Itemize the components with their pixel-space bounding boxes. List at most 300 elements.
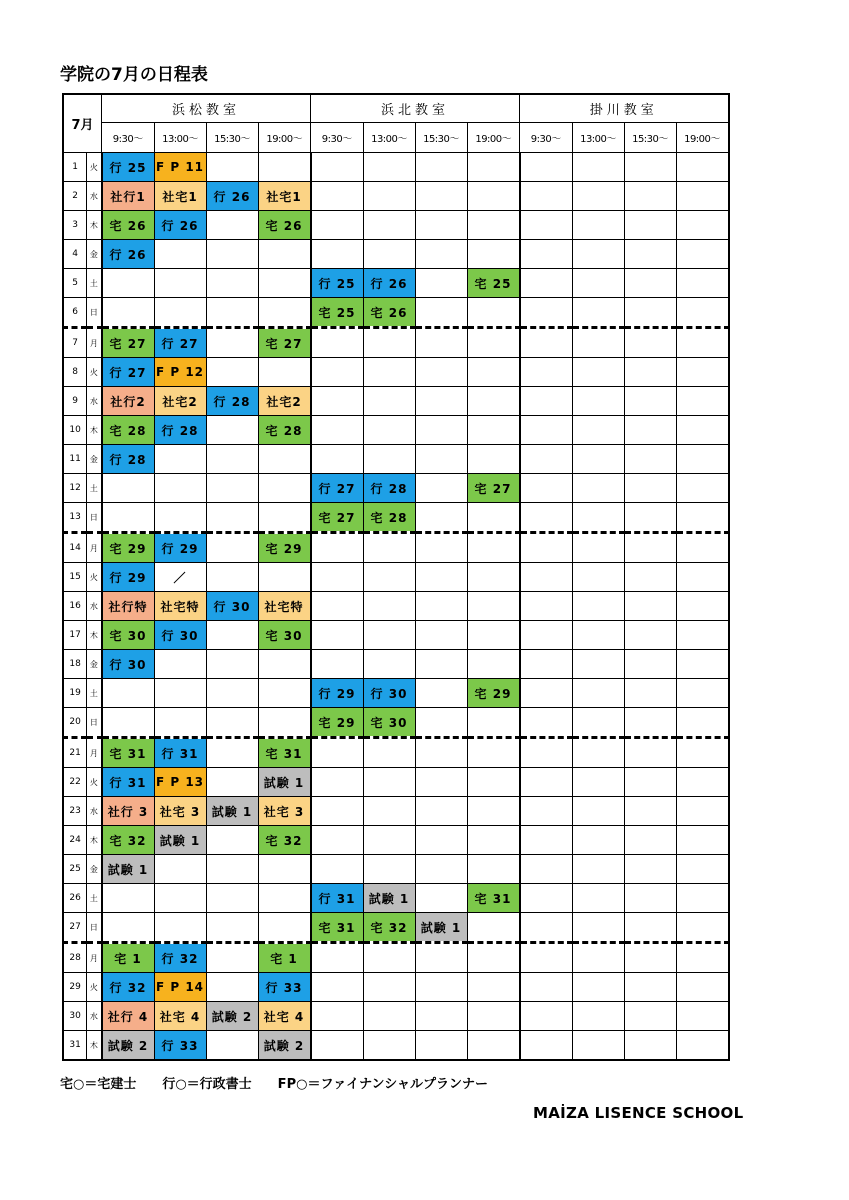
schedule-cell: [415, 298, 467, 328]
schedule-cell: 宅 27: [102, 328, 155, 358]
schedule-cell: 行 30: [102, 650, 155, 679]
schedule-cell: [311, 358, 364, 387]
schedule-cell: [311, 855, 364, 884]
schedule-cell: [415, 328, 467, 358]
schedule-cell: [206, 328, 258, 358]
schedule-cell: [520, 1031, 573, 1061]
table-row: [63, 358, 729, 387]
weekday: 土: [87, 474, 102, 503]
table-row: [63, 1002, 729, 1031]
schedule-cell: [415, 650, 467, 679]
schedule-cell: 社行2: [102, 387, 155, 416]
table-row: [63, 973, 729, 1002]
schedule-cell: [363, 563, 415, 592]
schedule-cell: [154, 503, 206, 533]
schedule-cell: 宅 26: [258, 211, 311, 240]
table-row: [63, 650, 729, 679]
schedule-cell: [520, 797, 573, 826]
schedule-cell: [624, 328, 676, 358]
schedule-cell: [206, 503, 258, 533]
time-header: 13:00〜: [572, 123, 624, 153]
schedule-cell: 試験 1: [415, 913, 467, 943]
table-row: [63, 503, 729, 533]
schedule-cell: [467, 708, 520, 738]
schedule-cell: [363, 621, 415, 650]
weekday: 日: [87, 503, 102, 533]
schedule-cell: [467, 855, 520, 884]
schedule-cell: [363, 943, 415, 973]
schedule-cell: [572, 533, 624, 563]
schedule-cell: [206, 240, 258, 269]
school-header-hamamatsu: 浜松教室: [102, 94, 311, 123]
day-number: 21: [63, 738, 87, 768]
schedule-cell: 行 30: [363, 679, 415, 708]
schedule-cell: [572, 328, 624, 358]
schedule-cell: [624, 445, 676, 474]
schedule-cell: [311, 592, 364, 621]
schedule-cell: [415, 826, 467, 855]
schedule-cell: [676, 474, 729, 503]
table-row: [63, 153, 729, 182]
schedule-cell: [676, 358, 729, 387]
schedule-cell: 社行 3: [102, 797, 155, 826]
schedule-cell: [467, 240, 520, 269]
schedule-cell: [415, 445, 467, 474]
schedule-cell: 行 30: [206, 592, 258, 621]
schedule-cell: [363, 533, 415, 563]
schedule-cell: 行 29: [311, 679, 364, 708]
schedule-cell: [572, 503, 624, 533]
schedule-cell: 行 28: [363, 474, 415, 503]
time-header: 15:30〜: [624, 123, 676, 153]
weekday: 水: [87, 592, 102, 621]
schedule-cell: [206, 943, 258, 973]
weekday: 火: [87, 768, 102, 797]
table-row: [63, 943, 729, 973]
schedule-cell: [363, 973, 415, 1002]
schedule-cell: [676, 328, 729, 358]
schedule-cell: [206, 913, 258, 943]
schedule-cell: [258, 503, 311, 533]
table-row: [63, 240, 729, 269]
schedule-cell: [206, 884, 258, 913]
table-row: [63, 738, 729, 768]
schedule-cell: 社行1: [102, 182, 155, 211]
schedule-cell: [520, 563, 573, 592]
schedule-cell: [624, 298, 676, 328]
schedule-cell: [572, 884, 624, 913]
schedule-cell: [624, 592, 676, 621]
schedule-cell: [206, 973, 258, 1002]
schedule-cell: 社宅特: [258, 592, 311, 621]
schedule-table: [62, 93, 730, 1061]
schedule-cell: [258, 298, 311, 328]
schedule-cell: [258, 855, 311, 884]
time-header: 13:00〜: [363, 123, 415, 153]
schedule-cell: [415, 416, 467, 445]
schedule-cell: [520, 1002, 573, 1031]
day-number: 14: [63, 533, 87, 563]
schedule-cell: [624, 797, 676, 826]
schedule-cell: [624, 621, 676, 650]
schedule-cell: [572, 153, 624, 182]
schedule-cell: [624, 884, 676, 913]
schedule-cell: 行 28: [154, 416, 206, 445]
schedule-cell: [676, 708, 729, 738]
table-row: [63, 679, 729, 708]
schedule-cell: [676, 738, 729, 768]
schedule-cell: [258, 153, 311, 182]
time-header: 19:00〜: [676, 123, 729, 153]
schedule-cell: 行 32: [102, 973, 155, 1002]
school-name-footer: MAİZA LISENCE SCHOOL: [533, 1104, 744, 1122]
schedule-cell: 社宅 3: [258, 797, 311, 826]
schedule-cell: [311, 328, 364, 358]
schedule-cell: 行 26: [363, 269, 415, 298]
schedule-cell: [624, 416, 676, 445]
weekday: 水: [87, 1002, 102, 1031]
schedule-cell: [415, 533, 467, 563]
schedule-cell: [415, 943, 467, 973]
schedule-cell: [676, 913, 729, 943]
schedule-cell: [311, 738, 364, 768]
schedule-cell: [311, 1031, 364, 1061]
day-number: 2: [63, 182, 87, 211]
schedule-cell: [467, 1031, 520, 1061]
schedule-cell: [206, 298, 258, 328]
day-number: 15: [63, 563, 87, 592]
day-number: 18: [63, 650, 87, 679]
schedule-cell: [676, 298, 729, 328]
schedule-cell: [415, 797, 467, 826]
schedule-cell: [415, 621, 467, 650]
schedule-cell: [676, 269, 729, 298]
schedule-cell: [415, 474, 467, 503]
schedule-cell: [206, 708, 258, 738]
schedule-cell: [467, 650, 520, 679]
schedule-cell: [154, 298, 206, 328]
schedule-cell: [676, 387, 729, 416]
weekday: 火: [87, 153, 102, 182]
schedule-cell: 宅 29: [467, 679, 520, 708]
schedule-cell: [676, 621, 729, 650]
schedule-cell: [520, 884, 573, 913]
schedule-cell: F P 11: [154, 153, 206, 182]
schedule-cell: 試験 1: [206, 797, 258, 826]
schedule-cell: 試験 1: [102, 855, 155, 884]
schedule-cell: [572, 943, 624, 973]
schedule-cell: [467, 913, 520, 943]
schedule-cell: [415, 211, 467, 240]
schedule-cell: [467, 826, 520, 855]
schedule-cell: [520, 328, 573, 358]
schedule-cell: [363, 826, 415, 855]
schedule-cell: [206, 563, 258, 592]
schedule-cell: [624, 855, 676, 884]
schedule-cell: 宅 27: [258, 328, 311, 358]
day-number: 29: [63, 973, 87, 1002]
schedule-cell: [467, 298, 520, 328]
day-number: 26: [63, 884, 87, 913]
schedule-body: [63, 153, 729, 1061]
schedule-cell: [676, 797, 729, 826]
schedule-cell: [154, 269, 206, 298]
weekday: 金: [87, 445, 102, 474]
schedule-cell: [572, 768, 624, 797]
schedule-cell: 行 28: [102, 445, 155, 474]
schedule-cell: 試験 2: [258, 1031, 311, 1061]
time-header: 9:30〜: [102, 123, 155, 153]
day-number: 22: [63, 768, 87, 797]
schedule-cell: [676, 679, 729, 708]
schedule-cell: [520, 533, 573, 563]
schedule-cell: [676, 182, 729, 211]
table-row: [63, 855, 729, 884]
schedule-cell: 社宅1: [154, 182, 206, 211]
schedule-cell: [311, 973, 364, 1002]
schedule-cell: [520, 211, 573, 240]
schedule-cell: [624, 943, 676, 973]
weekday: 金: [87, 240, 102, 269]
schedule-cell: [258, 884, 311, 913]
schedule-cell: [520, 416, 573, 445]
schedule-cell: [572, 855, 624, 884]
schedule-cell: 行 29: [102, 563, 155, 592]
schedule-cell: [102, 679, 155, 708]
schedule-cell: [363, 182, 415, 211]
schedule-cell: 社宅2: [258, 387, 311, 416]
schedule-cell: [154, 679, 206, 708]
weekday: 火: [87, 973, 102, 1002]
schedule-cell: 宅 30: [258, 621, 311, 650]
schedule-cell: [624, 503, 676, 533]
schedule-cell: [572, 474, 624, 503]
schedule-cell: 行 29: [154, 533, 206, 563]
schedule-cell: [520, 153, 573, 182]
day-number: 3: [63, 211, 87, 240]
schedule-cell: [467, 797, 520, 826]
legend: 宅○＝宅建士 行○＝行政書士 FP○＝ファイナンシャルプランナー: [60, 1077, 488, 1092]
table-row: [63, 621, 729, 650]
schedule-cell: [415, 387, 467, 416]
day-number: 9: [63, 387, 87, 416]
schedule-cell: [206, 153, 258, 182]
schedule-cell: [467, 533, 520, 563]
schedule-cell: [624, 563, 676, 592]
schedule-cell: [415, 768, 467, 797]
schedule-cell: 行 27: [154, 328, 206, 358]
schedule-cell: [467, 387, 520, 416]
schedule-cell: [258, 679, 311, 708]
schedule-cell: [467, 621, 520, 650]
schedule-cell: 宅 29: [258, 533, 311, 563]
schedule-cell: [154, 445, 206, 474]
schedule-cell: [154, 708, 206, 738]
day-number: 25: [63, 855, 87, 884]
schedule-cell: [415, 182, 467, 211]
day-number: 31: [63, 1031, 87, 1061]
schedule-cell: [676, 943, 729, 973]
day-number: 4: [63, 240, 87, 269]
schedule-cell: [520, 387, 573, 416]
schedule-cell: 試験 2: [102, 1031, 155, 1061]
time-header: 13:00〜: [154, 123, 206, 153]
schedule-cell: [676, 503, 729, 533]
schedule-cell: 行 33: [154, 1031, 206, 1061]
schedule-cell: [363, 211, 415, 240]
day-number: 1: [63, 153, 87, 182]
schedule-cell: 宅 27: [467, 474, 520, 503]
schedule-cell: 宅 31: [258, 738, 311, 768]
day-number: 24: [63, 826, 87, 855]
day-number: 11: [63, 445, 87, 474]
weekday: 火: [87, 563, 102, 592]
schedule-cell: [311, 621, 364, 650]
schedule-cell: [520, 650, 573, 679]
schedule-cell: [415, 855, 467, 884]
weekday: 木: [87, 1031, 102, 1061]
weekday: 土: [87, 269, 102, 298]
schedule-cell: [311, 182, 364, 211]
schedule-cell: 宅 28: [363, 503, 415, 533]
schedule-cell: [311, 563, 364, 592]
table-row: [63, 826, 729, 855]
schedule-cell: [520, 445, 573, 474]
weekday: 水: [87, 797, 102, 826]
schedule-cell: [311, 768, 364, 797]
table-row: [63, 708, 729, 738]
schedule-cell: 宅 32: [258, 826, 311, 855]
table-row: [63, 768, 729, 797]
schedule-cell: [154, 913, 206, 943]
schedule-cell: [624, 973, 676, 1002]
table-row: [63, 416, 729, 445]
schedule-cell: [311, 650, 364, 679]
day-number: 10: [63, 416, 87, 445]
schedule-cell: [624, 153, 676, 182]
table-row: [63, 563, 729, 592]
schedule-cell: F P 12: [154, 358, 206, 387]
schedule-cell: 宅 32: [102, 826, 155, 855]
schedule-cell: [467, 768, 520, 797]
schedule-cell: [258, 445, 311, 474]
schedule-cell: [206, 211, 258, 240]
schedule-cell: [258, 474, 311, 503]
table-row: [63, 182, 729, 211]
schedule-cell: [624, 533, 676, 563]
schedule-cell: [520, 738, 573, 768]
schedule-cell: [624, 387, 676, 416]
schedule-cell: [415, 973, 467, 1002]
schedule-cell: [676, 416, 729, 445]
schedule-cell: [572, 298, 624, 328]
schedule-cell: [363, 650, 415, 679]
weekday: 木: [87, 826, 102, 855]
schedule-cell: [154, 474, 206, 503]
time-header: 15:30〜: [206, 123, 258, 153]
schedule-cell: [415, 269, 467, 298]
schedule-cell: [415, 1002, 467, 1031]
schedule-cell: [363, 240, 415, 269]
time-header: 19:00〜: [467, 123, 520, 153]
schedule-cell: [206, 533, 258, 563]
schedule-cell: [572, 973, 624, 1002]
weekday: 木: [87, 211, 102, 240]
schedule-cell: [624, 1031, 676, 1061]
weekday: 火: [87, 358, 102, 387]
schedule-cell: 社行特: [102, 592, 155, 621]
schedule-cell: [258, 708, 311, 738]
schedule-cell: [676, 153, 729, 182]
schedule-cell: [363, 328, 415, 358]
schedule-cell: [520, 592, 573, 621]
schedule-cell: [415, 503, 467, 533]
schedule-cell: [363, 416, 415, 445]
day-number: 28: [63, 943, 87, 973]
day-number: 30: [63, 1002, 87, 1031]
schedule-cell: 宅 25: [311, 298, 364, 328]
schedule-cell: [363, 153, 415, 182]
schedule-cell: [206, 416, 258, 445]
schedule-cell: [311, 797, 364, 826]
schedule-cell: [206, 445, 258, 474]
table-row: [63, 474, 729, 503]
schedule-cell: [624, 708, 676, 738]
schedule-cell: [676, 211, 729, 240]
schedule-cell: [363, 855, 415, 884]
schedule-cell: [572, 913, 624, 943]
schedule-cell: 行 33: [258, 973, 311, 1002]
table-row: [63, 533, 729, 563]
schedule-cell: 行 31: [154, 738, 206, 768]
weekday: 水: [87, 182, 102, 211]
schedule-cell: 行 26: [206, 182, 258, 211]
schedule-cell: [467, 592, 520, 621]
schedule-cell: [520, 913, 573, 943]
schedule-cell: [520, 182, 573, 211]
schedule-cell: 行 30: [154, 621, 206, 650]
schedule-cell: [676, 973, 729, 1002]
table-row: [63, 328, 729, 358]
schedule-cell: 宅 26: [363, 298, 415, 328]
schedule-cell: [206, 474, 258, 503]
schedule-cell: [676, 855, 729, 884]
schedule-cell: [311, 240, 364, 269]
table-row: [63, 298, 729, 328]
schedule-cell: [258, 913, 311, 943]
schedule-cell: 宅 26: [102, 211, 155, 240]
schedule-cell: [520, 768, 573, 797]
schedule-cell: 宅 31: [467, 884, 520, 913]
schedule-cell: [572, 358, 624, 387]
weekday: 木: [87, 416, 102, 445]
weekday: 日: [87, 708, 102, 738]
table-row: [63, 592, 729, 621]
table-row: [63, 445, 729, 474]
schedule-cell: [676, 1002, 729, 1031]
schedule-cell: [363, 797, 415, 826]
schedule-cell: [467, 943, 520, 973]
schedule-cell: 宅 1: [102, 943, 155, 973]
schedule-cell: [467, 445, 520, 474]
schedule-cell: [520, 240, 573, 269]
schedule-cell: [415, 592, 467, 621]
schedule-cell: 行 25: [102, 153, 155, 182]
schedule-cell: 宅 1: [258, 943, 311, 973]
schedule-cell: [206, 650, 258, 679]
weekday: 土: [87, 679, 102, 708]
schedule-cell: [520, 269, 573, 298]
